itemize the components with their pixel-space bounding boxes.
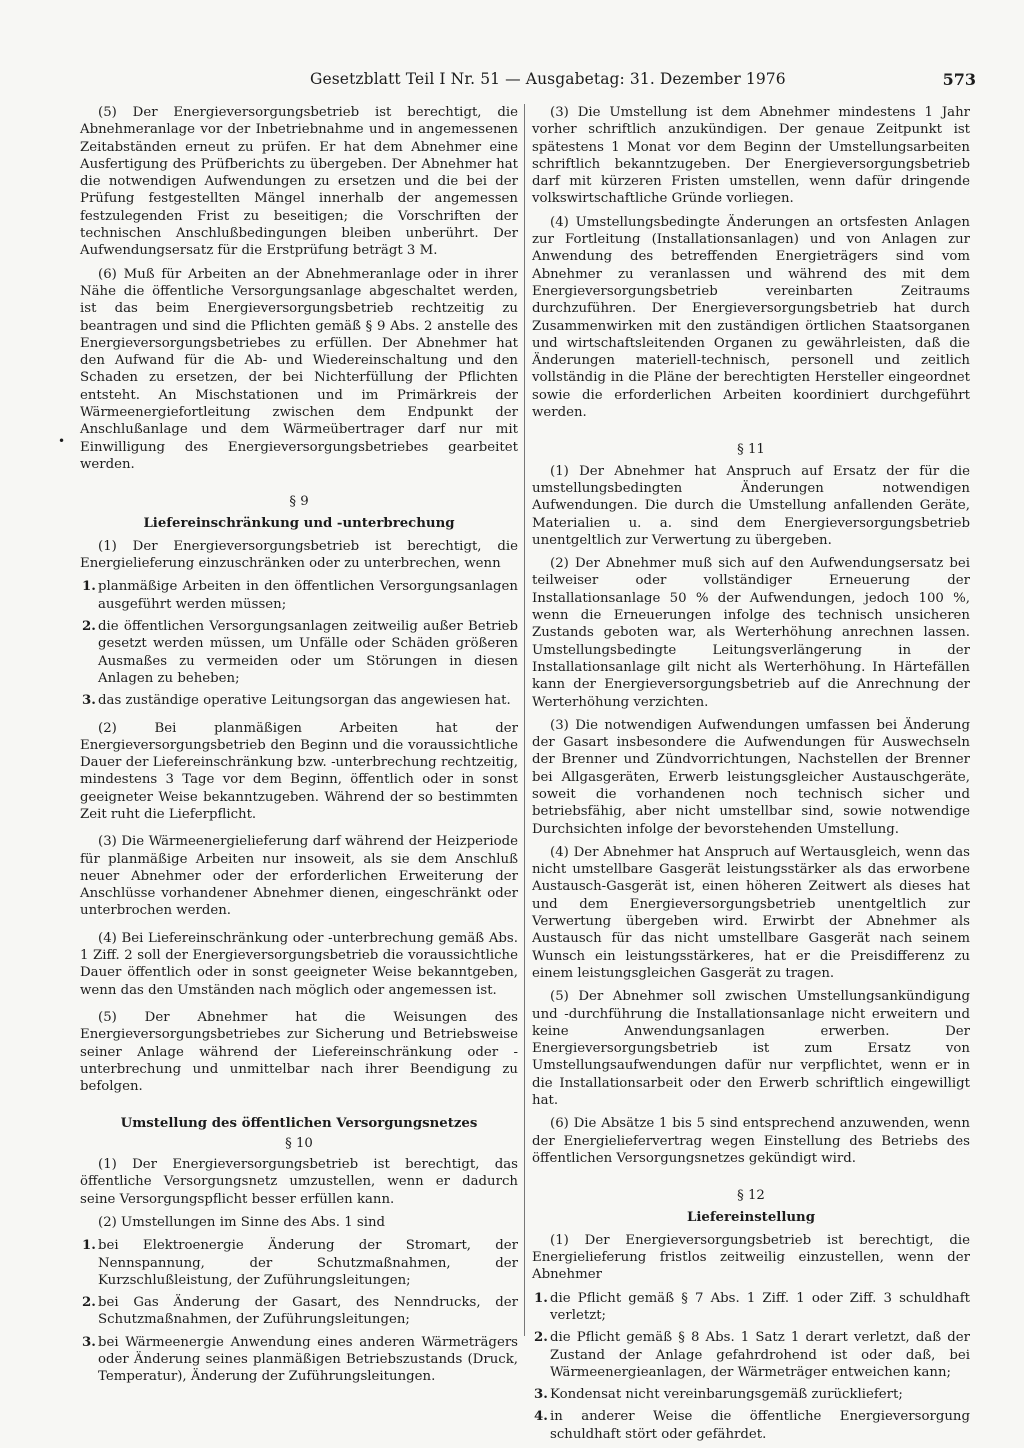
list-item: [80, 618, 518, 687]
list-item-number: 4.: [534, 1409, 548, 1425]
list-item-number: 2.: [82, 619, 96, 635]
list-item-text: bei Gas Änderung der Gasart, des Nenndrucks, der Schutzmaßnahmen, der Zuführungsleitungen;: [98, 1295, 518, 1328]
section-12-title: Liefereinstellung: [686, 1209, 816, 1225]
list-item: [532, 1386, 970, 1403]
paragraph-12-1: (1) Der Energieversorgungsbetrieb ist berechtigt, die Energielieferung fristlos zeitweilig einzustellen, wenn der Abnehmer: [532, 1232, 970, 1283]
paragraph-9-1: (1) Der Energieversorgungsbetrieb ist berechtigt, die Energielieferung einzuschränken oder zu unterbrechen, wenn: [80, 538, 518, 572]
paragraph-11-4: (4) Der Abnehmer hat Anspruch auf Wertausgleich, wenn das nicht umstellbare Gasgerät leistungsstärker als das erworbene Austausch-Gasgerät ist, einen höheren Zeitwert als dieses hat und dem Energieversorgungsbetrieb unentgeltlich zur Verwertung übergeben wird. Erwirbt der Abnehmer als Austausch für das nicht umstellbare Gasgerät nach seinem Wunsch ein leistungsstärkeres, hat er die Preisdifferenz zu einem leistungsgleichen Gasgerät zu tragen.: [532, 844, 970, 981]
paragraph-9-3: (3) Die Wärmeenergielieferung darf während der Heizperiode für planmäßige Arbeiten nur insoweit, als sie dem Anschluß neuer Abnehmer oder der erforderlichen Erweiterung der Anschlüsse vorhandener Abnehmer dienen, eingeschränkt oder unterbrochen werden.: [80, 834, 518, 919]
list-item: [80, 578, 518, 613]
list-item: [80, 692, 518, 709]
list-item: [532, 1408, 970, 1443]
list-item-text: die öffentlichen Versorgungsanlagen zeitweilig außer Betrieb gesetzt werden müssen, um Unfälle oder Schäden größeren Ausmaßes zu vermeiden oder um Störungen in diesen Anlagen zu beheben;: [98, 619, 518, 686]
section-12-number: § 12: [737, 1188, 765, 1204]
list-item-number: 3.: [82, 1334, 96, 1350]
list-item-text: Kondensat nicht vereinbarungsgemäß zurückliefert;: [550, 1387, 903, 1403]
list-item: [80, 1294, 518, 1329]
paragraph-11-6: (6) Die Absätze 1 bis 5 sind entsprechend anzuwenden, wenn der Energieliefervertrag wegen Einstellung des Betriebs des öffentlichen Versorgungsnetzes gekündigt wird.: [532, 1116, 970, 1166]
margin-bullet-mark: •: [58, 434, 66, 448]
section-9-title: Liefereinschränkung und -unterbrechung: [143, 515, 455, 531]
list-item-text: die Pflicht gemäß § 8 Abs. 1 Satz 1 derart verletzt, daß der Zustand der Anlage gefahrdrohend ist oder daß, bei Wärmeenergieanlagen, der Wärmeträger entweichen kann;: [550, 1330, 970, 1380]
list-item-number: 1.: [534, 1290, 548, 1306]
paragraph-11-1: (1) Der Abnehmer hat Anspruch auf Ersatz der für die umstellungsbedingten Änderungen notwendigen Aufwendungen. Die durch die Umstellung anfallenden Geräte, Materialien u. a. sind dem Energieversorgungsbetrieb unentgeltlich zur Verwertung zu übergeben.: [532, 463, 970, 548]
paragraph-11-2: (2) Der Abnehmer muß sich auf den Aufwendungsersatz bei teilweiser oder vollständiger Erneuerung der Installationsanlage 50 % der Aufwendungen, jedoch 100 %, wenn die Erneuerungen infolge des technisch unsicheren Zustands geboten war, als Werterhöhung anrechnen lassen. Umstellungsbedingte Leitungsverlängerung in der Installationsanlage gilt nicht als Werterhöhung. In Härtefällen kann der Energieversorgungsbetrieb auf die Anrechnung der Werterhöhung verzichten.: [532, 556, 970, 710]
paragraph-10-3: (3) Die Umstellung ist dem Abnehmer mindestens 1 Jahr vorher schriftlich anzukündigen. Der genaue Zeitpunkt ist spätestens 1 Monat vor dem Beginn der Umstellungsarbeiten schriftlich bekanntzugeben. Der Energieversorgungsbetrieb darf mit kürzeren Fristen umstellen, wenn dafür dringende volkswirtschaftliche Gründe vorliegen.: [532, 105, 970, 207]
right-column: [532, 104, 970, 1448]
paragraph-9-2: (2) Bei planmäßigen Arbeiten hat der Energieversorgungsbetrieb den Beginn und die voraussichtliche Dauer der Liefereinschränkung bzw. -unterbrechung rechtzeitig, mindestens 3 Tage vor dem Beginn, öffentlich oder in sonst geeigneter Weise bekanntzugeben. Während der so bestimmten Zeit ruht die Lieferpflicht.: [80, 720, 518, 822]
paragraph-8-5: (5) Der Energieversorgungsbetrieb ist berechtigt, die Abnehmeranlage vor der Inbetriebnahme und in angemessenen Zeitabständen erneut zu prüfen. Er hat dem Abnehmer eine Ausfertigung des Prüfberichts zu übergeben. Der Abnehmer hat die notwendigen Aufwendungen zu ersetzen und die bei der Prüfung festgestellten Mängel innerhalb der angemessen festzulegenden Frist zu beseitigen; die Vorschriften der technischen Anschlußbedingungen bleiben unberührt. Der Aufwendungsersatz für die Erstprüfung beträgt 3 M.: [80, 105, 518, 259]
list-item: [532, 1329, 970, 1381]
paragraph-11-3: (3) Die notwendigen Aufwendungen umfassen bei Änderung der Gasart insbesondere die Aufwendungen für Auswechseln der Brenner und Zündvorrichtungen, Nachstellen der Brenner bei Allgasgeräten, Erwerb leistungsgleicher Austauschgeräte, soweit die vorhandenen noch technisch sicher und betriebsfähig, aber nicht umstellbar sind, sowie notwendige Durchsichten infolge der bevorstehenden Umstellung.: [532, 717, 970, 837]
list-item: [80, 1237, 518, 1289]
list-item-number: 3.: [534, 1387, 548, 1403]
paragraph-9-4: (4) Bei Liefereinschränkung oder -unterbrechung gemäß Abs. 1 Ziff. 2 soll der Energieversorgungsbetrieb die voraussichtliche Dauer öffentlich oder in sonst geeigneter Weise bekanntgeben, wenn das den Umständen nach möglich oder angemessen ist.: [80, 930, 518, 998]
list-item-number: 3.: [82, 693, 96, 709]
section-11-number: § 11: [737, 442, 765, 458]
list-item-number: 2.: [82, 1295, 96, 1311]
paragraph-10-4: (4) Umstellungsbedingte Änderungen an ortsfesten Anlagen zur Fortleitung (Installationsanlagen) und von Anlagen zur Anwendung des betreffenden Energieträgers sind vom Abnehmer zu veranlassen und während des mit dem Energieversorgungsbetrieb vereinbarten Zeitraums durchzuführen. Der Energieversorgungsbetrieb hat durch Zusammenwirken mit den zuständigen örtlichen Staatsorganen und wirtschaftsleitenden Organen zu gewährleisten, daß die Änderungen materiell-technisch, personell und zeitlich vollständig in die Pläne der berechtigten Hersteller eingeordnet sowie die erforderlichen Arbeiten koordiniert durchgeführt werden.: [532, 214, 970, 421]
list-item-text: planmäßige Arbeiten in den öffentlichen Versorgungsanlagen ausgeführt werden müssen;: [98, 579, 518, 612]
list-item-number: 1.: [82, 1238, 96, 1254]
left-column: [80, 104, 518, 1391]
list-item-text: bei Elektroenergie Änderung der Stromart, der Nennspannung, der Schutzmaßnahmen, der Kurzschlußleistung, der Zuführungsleitungen;: [98, 1238, 518, 1288]
umstellung-heading: Umstellung des öffentlichen Versorgungsnetzes: [120, 1116, 478, 1132]
list-item: [80, 1334, 518, 1386]
page-number: 573: [942, 70, 976, 89]
paragraph-11-5: (5) Der Abnehmer soll zwischen Umstellungsankündigung und -durchführung die Installationsanlage nicht erweitern und keine Anwendungsanlagen erwerben. Der Energieversorgungsbetrieb ist zum Ersatz von Umstellungsaufwendungen dafür nur verpflichtet, wenn er in die Installationsarbeit oder den Erwerb schriftlich eingewilligt hat.: [532, 989, 970, 1109]
paragraph-8-6: (6) Muß für Arbeiten an der Abnehmeranlage oder in ihrer Nähe die öffentliche Versorgungsanlage abgeschaltet werden, ist das beim Energieversorgungsbetrieb rechtzeitig zu beantragen und sind die Pflichten gemäß § 9 Abs. 2 anstelle des Energieversorgungsbetriebes zu erfüllen. Der Abnehmer hat den Aufwand für die Ab- und Wiedereinschaltung und den Schaden zu ersetzen, der bei Nichterfüllung der Pflichten entsteht. An Mischstationen und im Primärkreis der Wärmeenergiefortleitung zwischen dem Endpunkt der Anschlußanlage und dem Wärmeübertrager darf nur mit Einwilligung des Energieversorgungsbetriebes gearbeitet werden.: [80, 266, 518, 472]
list-item-text: die Pflicht gemäß § 7 Abs. 1 Ziff. 1 oder Ziff. 3 schuldhaft verletzt;: [550, 1290, 970, 1323]
section-10-number: § 10: [285, 1135, 313, 1151]
paragraph-10-1: (1) Der Energieversorgungsbetrieb ist berechtigt, das öffentliche Versorgungsnetz umzustellen, wenn er dadurch seine Versorgungspflicht besser erfüllen kann.: [80, 1157, 518, 1207]
list-item-text: in anderer Weise die öffentliche Energieversorgung schuldhaft stört oder gefährdet.: [550, 1409, 970, 1442]
section-9-number: § 9: [289, 494, 309, 510]
list-item-text: bei Wärmeenergie Anwendung eines anderen Wärmeträgers oder Änderung seines planmäßigen Betriebszustands (Druck, Temperatur), Änderung der Zuführungsleitungen.: [98, 1334, 518, 1385]
paragraph-10-2: (2) Umstellungen im Sinne des Abs. 1 sind: [98, 1214, 386, 1230]
paragraph-9-5: (5) Der Abnehmer hat die Weisungen des Energieversorgungsbetriebes zur Sicherung und Betriebsweise seiner Anlage während der Liefereinschränkung oder -unterbrechung und unmittelbar nach ihrer Beendigung zu befolgen.: [80, 1009, 518, 1095]
list-item-number: 2.: [534, 1330, 548, 1346]
list-item-number: 1.: [82, 579, 96, 595]
gazette-header-title: Gesetzblatt Teil I Nr. 51 — Ausgabetag: 31. Dezember 1976: [310, 70, 786, 88]
column-divider: [524, 104, 525, 1336]
page-header: [80, 70, 988, 94]
list-item-text: das zuständige operative Leitungsorgan das angewiesen hat.: [98, 693, 511, 709]
list-item: [532, 1290, 970, 1325]
